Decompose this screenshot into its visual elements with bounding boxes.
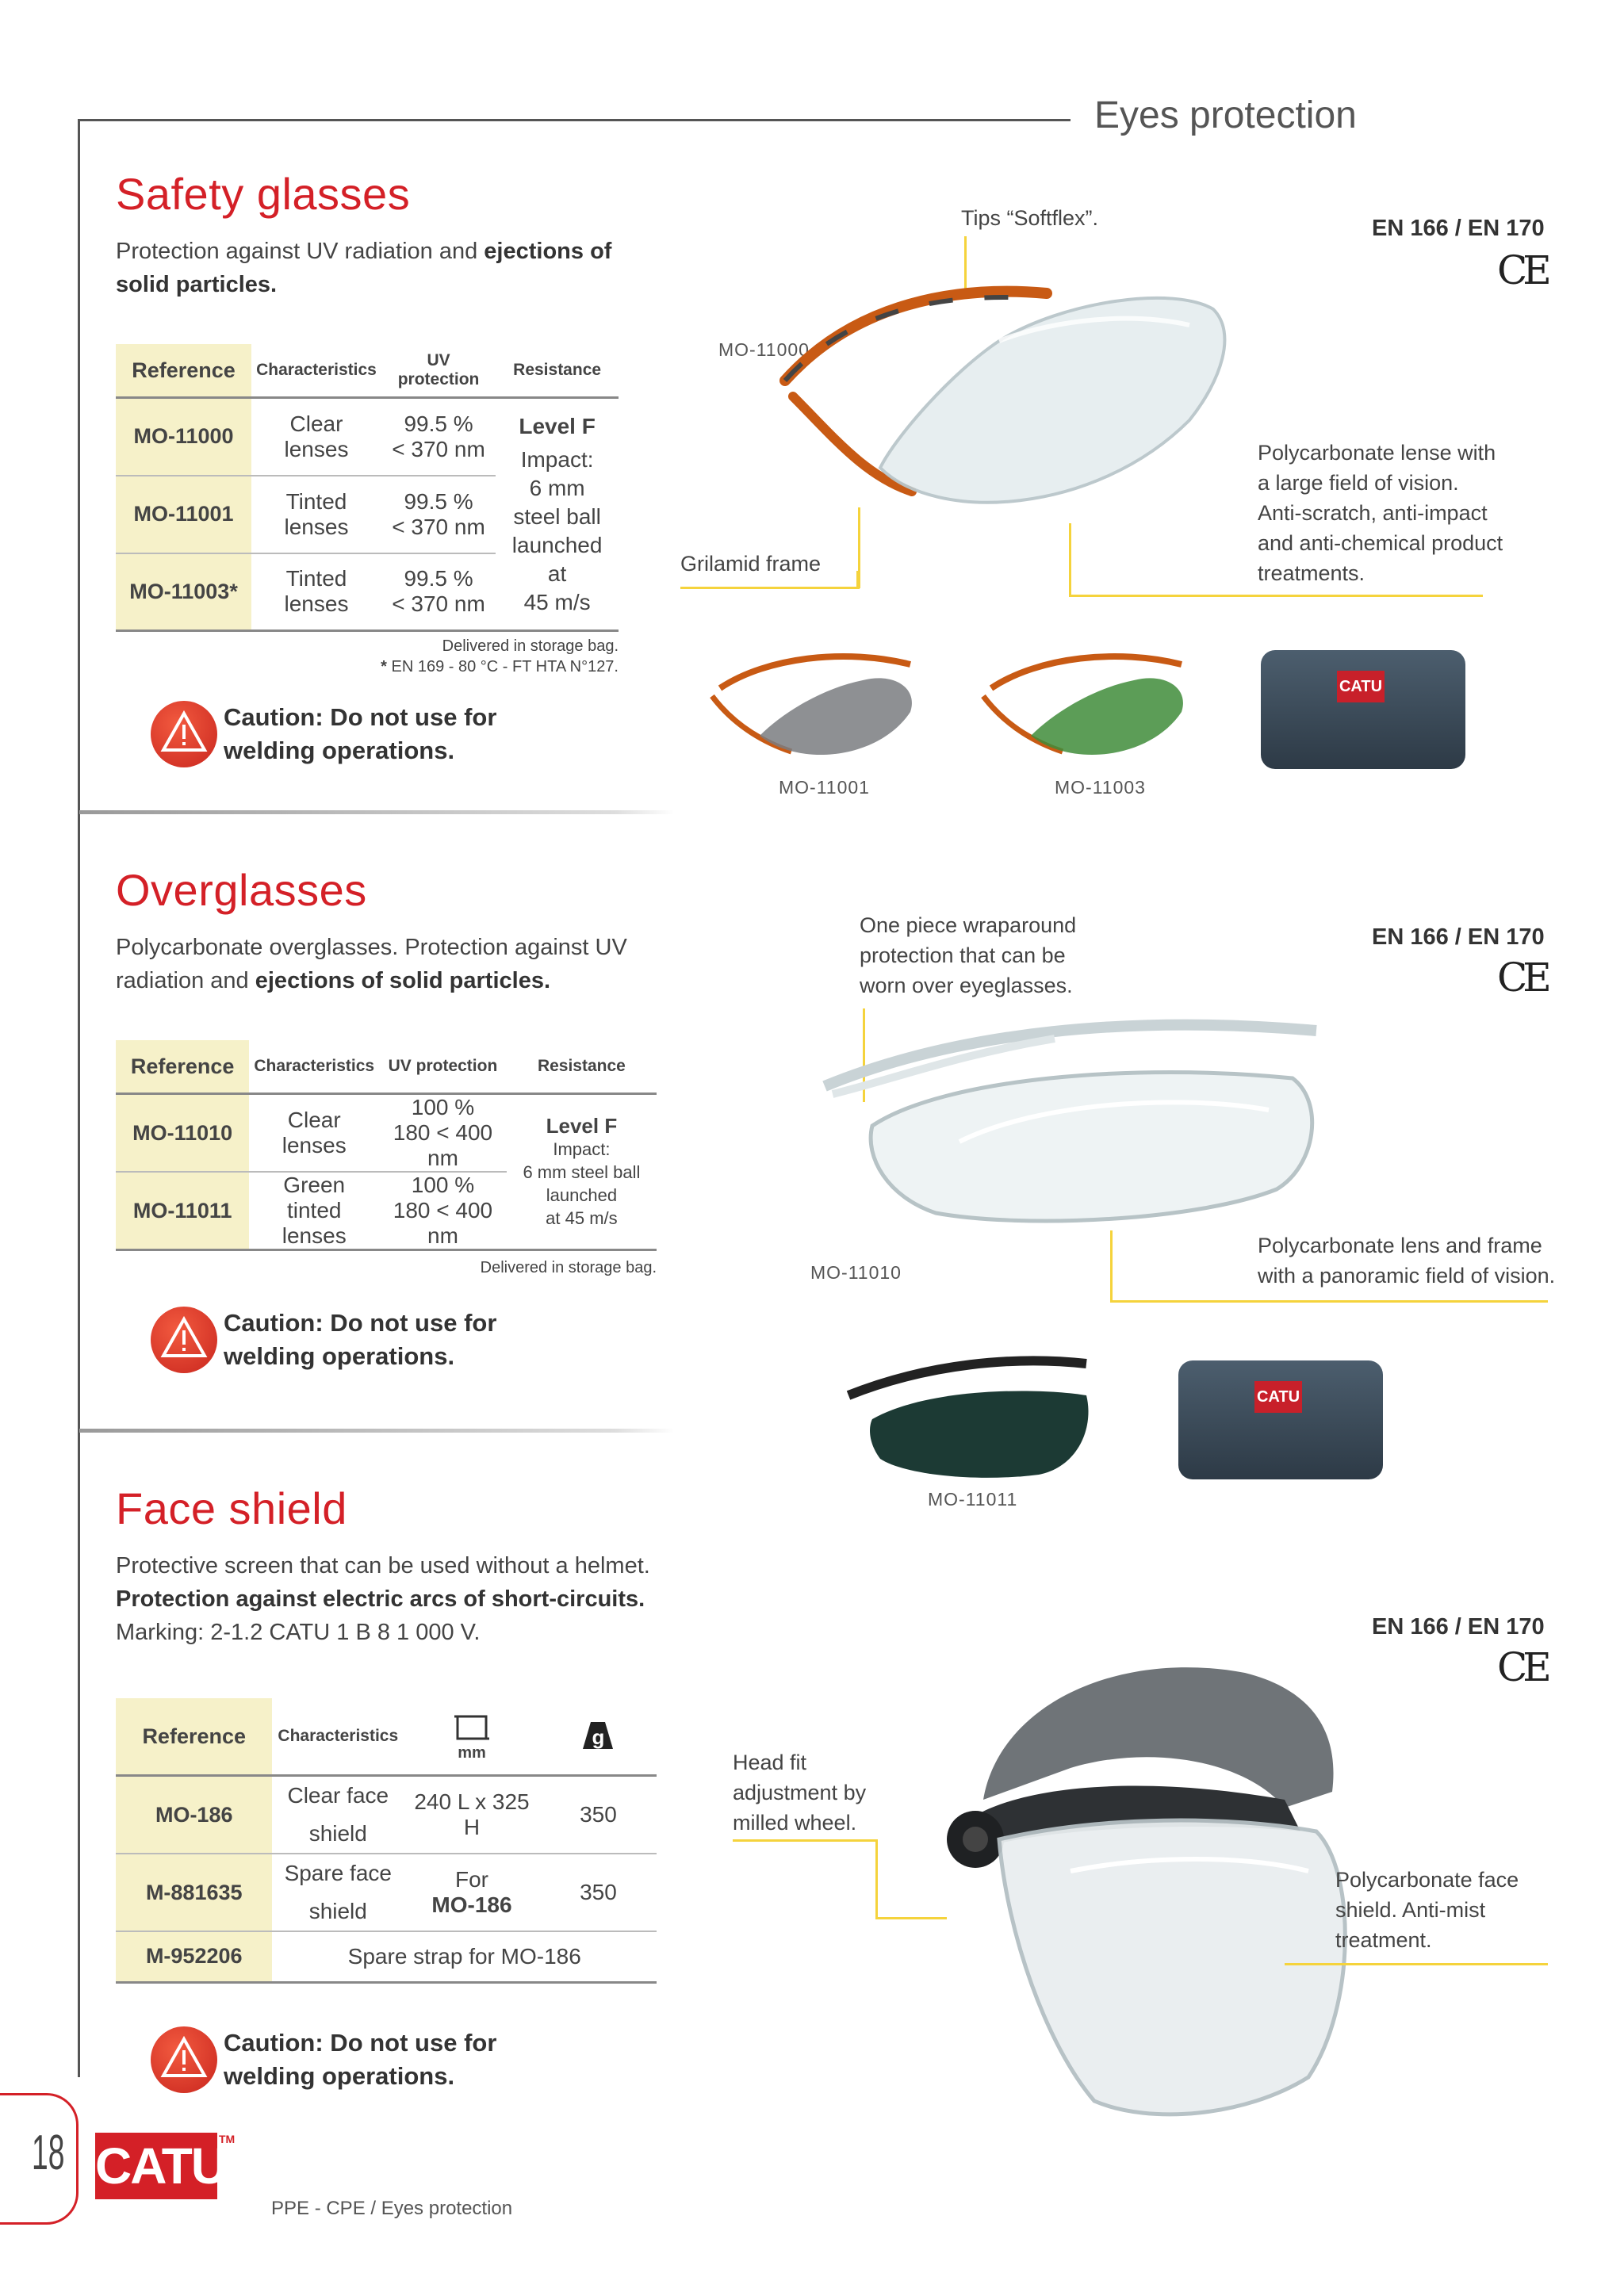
page-number: 18 [32, 2126, 65, 2180]
overglasses-title: Overglasses [116, 865, 367, 915]
row-characteristics: Clear lenses [249, 1094, 379, 1173]
table-row [116, 1931, 657, 1982]
col-reference: Reference [116, 344, 251, 398]
image-caption: MO-11010 [810, 1262, 902, 1283]
safety-glasses-table [116, 344, 619, 632]
image-caption: MO-11000 [718, 339, 810, 360]
overglasses-image [801, 983, 1356, 1253]
standard-label: EN 166 / EN 170 [1372, 924, 1545, 950]
col-reference: Reference [116, 1040, 249, 1094]
row-characteristics: Tinted lenses [251, 476, 381, 553]
dimensions-icon [453, 1713, 491, 1742]
bag-logo: CATU [1337, 671, 1385, 702]
row-dimensions: For MO-186 [404, 1854, 540, 1931]
header-rule [78, 119, 1071, 121]
annotation-head-fit: Head fit adjustment by milled wheel. [733, 1751, 867, 1835]
row-description: Spare strap for MO-186 [272, 1931, 657, 1982]
table-row [116, 398, 619, 476]
row-reference: MO-11000 [116, 398, 251, 476]
overglasses-table [116, 1040, 657, 1251]
annotation-frame: Grilamid frame [680, 552, 822, 576]
warning-icon [151, 2026, 217, 2093]
section-header-title: Eyes protection [1088, 94, 1363, 137]
ce-mark: CE [1497, 1644, 1547, 1690]
leader-line [1110, 1300, 1548, 1303]
image-caption: MO-11003 [1055, 777, 1146, 798]
warning-icon [151, 701, 217, 767]
caution-text: Caution: Do not use for welding operations. [224, 703, 497, 764]
row-reference: MO-11011 [116, 1172, 249, 1250]
table-note: Delivered in storage bag. [480, 1259, 657, 1276]
row-reference: MO-186 [116, 1776, 272, 1854]
table-row [116, 1094, 657, 1173]
left-rule [78, 119, 80, 2077]
standard-label: EN 166 / EN 170 [1372, 1614, 1545, 1640]
resistance-cell: Level F Impact: 6 mm steel ball launched at 45 m/s [507, 1094, 657, 1250]
leader-line [1110, 1230, 1113, 1302]
col-uv-protection: UV protection [379, 1040, 507, 1094]
annotation-tips: Tips “Softflex”. [961, 206, 1099, 230]
leader-line [1285, 1963, 1548, 1965]
face-shield-description: Protective screen that can be used without a helmet. Protection against electric arcs of short-circuits. Marking: 2-1.2 CATU 1 B 8 1 000 V. [116, 1553, 650, 1645]
image-caption: MO-11011 [928, 1489, 1018, 1510]
safety-glasses-title: Safety glasses [116, 169, 411, 219]
row-reference: M-881635 [116, 1854, 272, 1931]
resistance-cell: Level F Impact: 6 mm steel ball launched at 45 m/s [496, 398, 619, 631]
standard-label: EN 166 / EN 170 [1372, 216, 1545, 241]
leader-line [1069, 523, 1071, 596]
row-characteristics: Clear lenses [251, 398, 381, 476]
row-reference: MO-11001 [116, 476, 251, 553]
brand-logo: CATU [95, 2133, 217, 2199]
bag-logo: CATU [1254, 1381, 1302, 1413]
table-row [116, 1776, 657, 1854]
leader-line [875, 1839, 878, 1919]
row-characteristics: Green tinted lenses [249, 1172, 379, 1250]
section-divider [79, 810, 674, 814]
storage-bag-image [1261, 650, 1465, 769]
col-dimensions: mm [404, 1698, 540, 1776]
caution-text: Caution: Do not use for welding operations. [224, 2029, 497, 2090]
overglasses-description: Polycarbonate overglasses. Protection against UV radiation and ejections of solid particles. [116, 935, 627, 993]
row-reference: MO-11003* [116, 553, 251, 631]
row-weight: 350 [540, 1776, 657, 1854]
leader-line [733, 1839, 877, 1842]
row-uv: 100 % 180 < 400 nm [379, 1094, 507, 1173]
ce-mark: CE [1497, 955, 1547, 1001]
col-characteristics: Characteristics [272, 1698, 404, 1776]
trademark: TM [219, 2133, 236, 2145]
annotation-shield: Polycarbonate face shield. Anti-mist treatment. [1335, 1868, 1519, 1952]
caution-text: Caution: Do not use for welding operations. [224, 1309, 497, 1370]
glasses-mo-11003-image [975, 641, 1205, 767]
col-resistance: Resistance [496, 344, 619, 398]
col-characteristics: Characteristics [249, 1040, 379, 1094]
footer-breadcrumb: PPE - CPE / Eyes protection [271, 2198, 513, 2219]
row-reference: M-952206 [116, 1931, 272, 1982]
row-uv: 100 % 180 < 400 nm [379, 1172, 507, 1250]
glasses-mo-11001-image [704, 641, 926, 767]
col-characteristics: Characteristics [251, 344, 381, 398]
table-row [116, 1854, 657, 1931]
leader-line [858, 507, 860, 588]
annotation-lens-frame: Polycarbonate lens and frame with a panoramic field of vision. [1258, 1234, 1556, 1288]
face-shield-image [912, 1633, 1356, 2125]
col-weight [540, 1698, 657, 1776]
section-divider [79, 1429, 674, 1433]
storage-bag-image [1178, 1360, 1383, 1479]
annotation-lens: Polycarbonate lense with a large field of vision. Anti-scratch, anti-impact and anti-chemical product treatments. [1258, 441, 1503, 585]
weight-icon: g [581, 1717, 615, 1751]
leader-line [1069, 595, 1483, 597]
overglasses-mo-11011-image [833, 1340, 1102, 1490]
col-reference: Reference [116, 1698, 272, 1776]
row-uv: 99.5 % < 370 nm [381, 476, 496, 553]
row-reference: MO-11010 [116, 1094, 249, 1173]
image-caption: MO-11001 [779, 777, 870, 798]
safety-glasses-description: Protection against UV radiation and ejections of solid particles. [116, 239, 612, 297]
table-note: Delivered in storage bag. * EN 169 - 80 °C - FT HTA N°127. [381, 637, 619, 675]
row-uv: 99.5 % < 370 nm [381, 553, 496, 631]
face-shield-title: Face shield [116, 1483, 347, 1533]
row-uv: 99.5 % < 370 nm [381, 398, 496, 476]
col-resistance: Resistance [507, 1040, 657, 1094]
face-shield-table [116, 1698, 657, 1984]
row-characteristics: Spare face shield [272, 1854, 404, 1931]
safety-glasses-image [761, 254, 1269, 571]
annotation-wraparound: One piece wraparound protection that can be worn over eyeglasses. [860, 913, 1077, 997]
row-characteristics: Clear face shield [272, 1776, 404, 1854]
ce-mark: CE [1497, 247, 1547, 293]
leader-line [680, 587, 860, 589]
col-uv-protection: UV protection [381, 344, 496, 398]
row-characteristics: Tinted lenses [251, 553, 381, 631]
row-weight: 350 [540, 1854, 657, 1931]
warning-icon [151, 1307, 217, 1373]
row-dimensions: 240 L x 325 H [404, 1776, 540, 1854]
